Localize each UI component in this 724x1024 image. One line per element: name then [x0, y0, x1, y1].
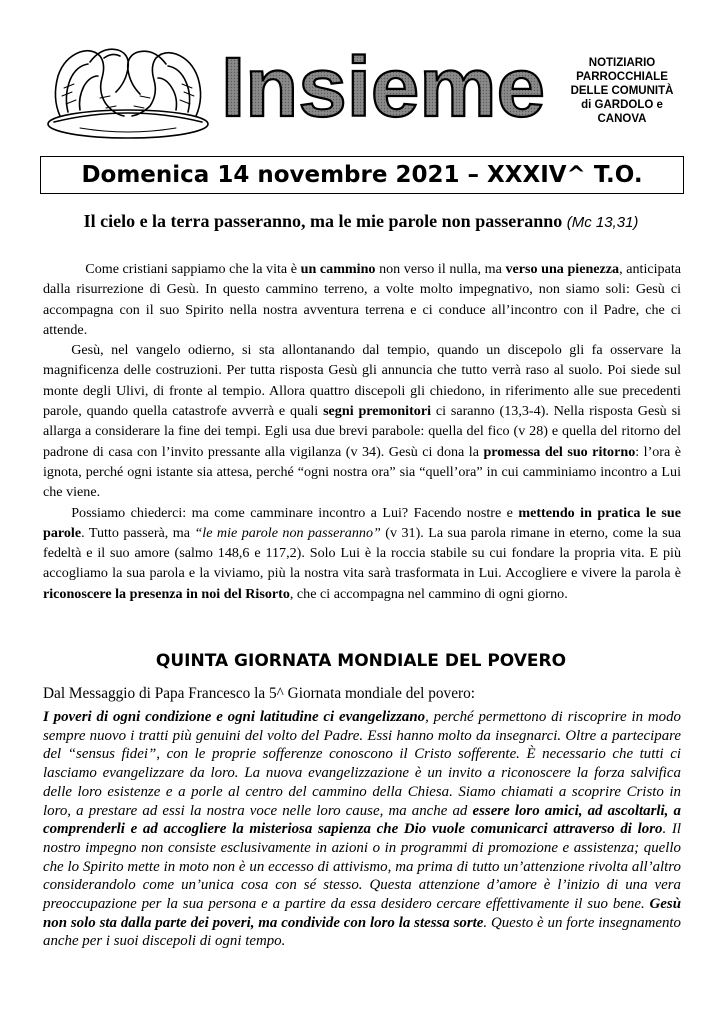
text-run: non verso il nulla, ma [375, 261, 506, 277]
masthead-subtitle [557, 56, 687, 126]
pope-message [43, 708, 681, 951]
gospel-quote [40, 211, 682, 232]
text-run: Possiamo chiederci: ma come camminare incontro a Lui? Facendo nostre e [71, 504, 519, 521]
date-banner [40, 156, 684, 194]
article-paragraph [43, 503, 681, 604]
section-title: QUINTA GIORNATA MONDIALE DEL POVERO [155, 651, 567, 671]
text-run: Come cristiani sappiamo che la vita è [85, 261, 301, 277]
bold-text: I poveri di ogni condizione e ogni latitudine ci evangelizzano [43, 709, 426, 725]
gospel-reference: (Mc 13,31) [566, 214, 639, 231]
masthead-subtitle-line: DELLE COMUNITÀ [570, 85, 674, 97]
text-run: . Tutto passerà, ma [81, 524, 195, 541]
hands-bread-logo-icon [40, 38, 216, 148]
text-run: , perché permettono di riscoprire in modo sempre nuovo i tratti più genuini del volto del Padre. Essi hanno molto da insegnarci. Oltre a partecipare del “sensus fidei”, con le proprie sofferenze conoscono il Cristo sofferente. È necessario che tutti ci lasciamo evangelizzare da loro. La nuova evangelizzazione è un invito a riconoscere la forza salvifica delle loro esistenze e a porle al centro del cammino della Chiesa. Siamo chiamati a scoprire Cristo in loro, a prestare ad essi la nostra voce nelle loro cause, ma anche ad [43, 709, 681, 819]
article-paragraph [43, 259, 681, 340]
text-run: ci saranno (13,3-4). Nella risposta Gesù si allarga a considerare la fine dei tempi. Egli usa due brevi parabole: quella del fico (v 28) e quella del ritorno del padrone di casa con l’invito pressante alla vigilanza (v 34). Gesù ci dona la [43, 403, 681, 460]
bold-text: un cammino [300, 261, 376, 277]
text-run: , anticipata dalla risurrezione di Gesù. In questo cammino terreno, a volte molto impegnativo, non siamo soli: Gesù ci accompagna con il suo Spirito nella nostra avventura terrena e ci conduce all’incontro con il Padre, che ci attende. [43, 261, 682, 338]
masthead-subtitle-line: CANOVA [597, 113, 647, 125]
masthead-subtitle-line: PARROCCHIALE [576, 71, 668, 83]
bold-text: essere loro amici, ad ascoltarli, a comprenderli e ad accogliere la misteriosa sapienza che Dio vuole comunicarci attraverso di loro [43, 802, 681, 838]
text-run: , che ci accompagna nel cammino di ogni giorno. [289, 585, 568, 602]
masthead-title-text: Insieme [221, 44, 545, 130]
masthead-subtitle-line: NOTIZIARIO [588, 57, 656, 69]
section-intro: Dal Messaggio di Papa Francesco la 5^ Giornata mondiale del povero: [43, 685, 475, 702]
bold-text: verso una pienezza [505, 261, 620, 277]
bold-text: promessa del suo ritorno [483, 443, 636, 460]
italic-quote: “le mie parole non passeranno” [194, 524, 381, 541]
text-run: Gesù, nel vangelo odierno, si sta allontanando dal tempio, quando un discepolo gli fa osservare la magnificenza delle costruzioni. Per tutta risposta Gesù gli annuncia che tutto verrà raso al suolo. Poi siede sul monte degli Ulivi, di fronte al tempio. Allora quattro discepoli gli chiedono, in riferimento alle sue precedenti parole, quando quella catastrofe avverrà e quali [43, 342, 681, 420]
text-run: . Questo è un forte insegnamento anche per i suoi discepoli di ogni tempo. [43, 914, 681, 950]
masthead-subtitle-line: di GARDOLO e [581, 99, 663, 111]
bold-text: riconoscere la presenza in noi del Risorto [43, 585, 290, 602]
date-line: Domenica 14 novembre 2021 – XXXIV^ T.O. [81, 162, 643, 188]
masthead-title [218, 44, 548, 130]
text-run: : l’ora è ignota, perché ogni istante sia attesa, perché “ogni nostra ora” sia “quell’ora” in cui camminiamo incontro a Lui che viene. [43, 443, 681, 501]
gospel-quote-text: Il cielo e la terra passeranno, ma le mie parole non passeranno [83, 211, 563, 231]
bold-text: Gesù non solo sta dalla parte dei poveri, ma condivide con loro la stessa sorte [43, 896, 681, 931]
text-run: (v 31). La sua parola rimane in eterno, come la sua fedeltà e il suo amore (salmo 148,6 e 117,2). Solo Lui è la roccia stabile su cui fondare la propria vita. E più accogliamo la sua parola e la viviamo, più la nostra vita sarà trasformata in Lui. Accogliere e vivere la parola è [43, 524, 682, 582]
bold-text: segni premonitori [323, 403, 431, 420]
homily-article [43, 259, 681, 604]
text-run: . Il nostro impegno non consiste esclusivamente in azioni o in programmi di promozione e assistenza; quello che lo Spirito mette in moto non è un eccesso di attivismo, ma prima di tutto un’attenzione rivolta all’altro considerandolo come un’unica cosa con sé stesso. Questa attenzione d’amore è l’inizio di una vera preoccupazione per la sua persona e a partire da essa desidero cercare effettivamente il suo bene. [43, 821, 681, 913]
article-paragraph [43, 340, 681, 502]
bold-text: mettendo in pratica le sue parole [43, 504, 681, 541]
